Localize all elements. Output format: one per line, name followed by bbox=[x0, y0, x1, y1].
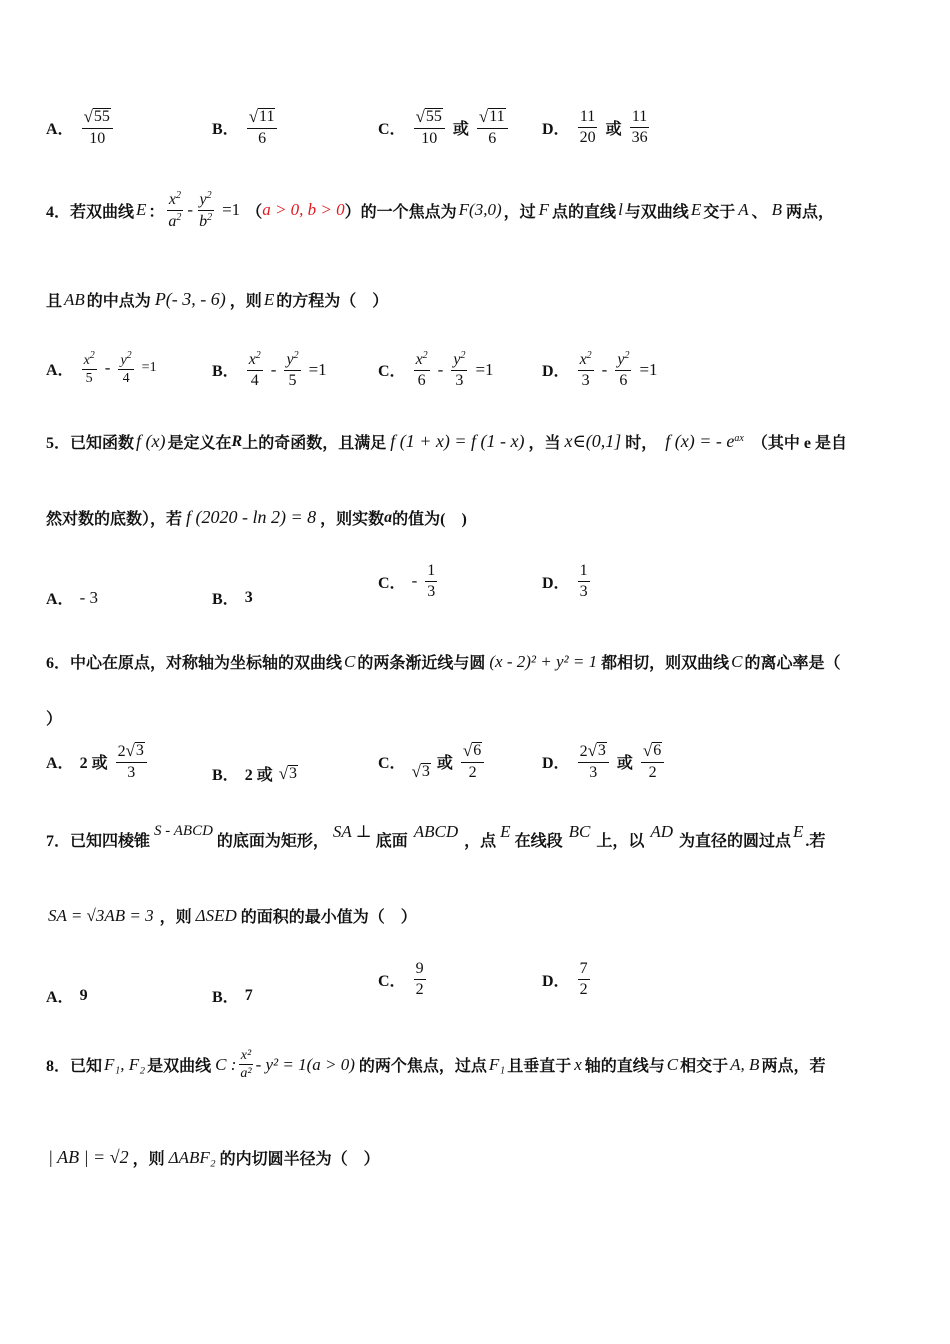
q6-option-d[interactable]: D． 2 √ 3 3 或 √ 6 2 bbox=[542, 742, 666, 781]
q4-option-d[interactable]: D． $\frac{x^2}{3}$ - $\frac{y^2}{6}$ =1 bbox=[542, 350, 658, 389]
q3-option-b[interactable] bbox=[212, 108, 279, 147]
fraction: √ 11 6 bbox=[477, 108, 508, 147]
option-label: B． bbox=[212, 121, 239, 139]
fraction: √ 11 6 bbox=[247, 108, 278, 147]
q7-option-c[interactable]: C． $\frac{9}{2}$ bbox=[378, 960, 424, 998]
q7-option-b[interactable]: B． 7 bbox=[212, 986, 253, 1006]
q7-stem-line1: 7．已知四棱锥 S - ABCD 的底面为矩形， SA ⊥ 底面 ABCD ，点 E 在线段 BC 上，以 AD 为直径的圆过点 E .若 bbox=[46, 821, 826, 850]
q6-stem-line2: ） bbox=[46, 711, 63, 728]
q4-option-c[interactable]: C． $\frac{x^2}{6}$ - $\frac{y^2}{3}$ =1 bbox=[378, 350, 494, 389]
q4-option-a[interactable]: A． $\frac{x^2}{5}$ - $\frac{y^2}{4}$ =1 bbox=[46, 350, 157, 387]
q3-option-d[interactable] bbox=[542, 108, 652, 146]
q8-stem-line1: 8．已知 F₁, F₂ 是双曲线 C : $\frac{\text{x²}}{\text{a²}}$ - y² = 1(a > 0) 的两个焦点，过点 F₁ 且垂直于 x 轴的直线与 C 相交于 A, B 两点，若 bbox=[46, 1048, 826, 1082]
option-label: A． bbox=[46, 121, 74, 139]
q4-stem-line1: 4．若双曲线 E ： $\frac{x^2}{a^2}$ - $\frac{y^2}{b^2}$ =1 （ a > 0, b > 0 ）的一个焦点为 F(3,0) ，过 F 点的直线 l 与双曲线 E 交于 A 、 B 两点， bbox=[46, 190, 835, 230]
q5-stem-line1: 5．已知函数 f (x) 是定义在 R 上的奇函数，且满足 f (1 + x) = f (1 - x) ，当 x∈(0,1] 时， f (x) = - $e^{ax}$ （其中 e 是自 bbox=[46, 431, 847, 452]
fraction: √ 55 10 bbox=[414, 108, 445, 147]
or-word: 或 bbox=[605, 120, 622, 138]
q5-option-b[interactable]: B． 3 bbox=[212, 588, 253, 608]
q3-option-c[interactable] bbox=[378, 108, 510, 147]
fraction: √ 55 10 bbox=[82, 108, 113, 147]
q5-option-d[interactable]: D． $\frac{1}{3}$ bbox=[542, 562, 588, 600]
q7-stem-line2: SA = √3AB = 3 ，则 ΔSED 的面积的最小值为（ ） bbox=[48, 905, 417, 926]
q8-stem-line2: | AB | = √2 ，则 ΔABF₂ 的内切圆半径为（ ） bbox=[48, 1147, 380, 1168]
q6-stem-line1: 6．中心在原点，对称轴为坐标轴的双曲线 C 的两条渐近线与圆 (x - 2)² + y² = 1 都相切，则双曲线 C 的离心率是（ bbox=[46, 651, 841, 672]
q6-option-c[interactable]: C． √ 3 或 √ 6 2 bbox=[378, 742, 486, 781]
q4-stem-line2: 且 AB 的中点为 P(- 3, - 6) ，则 E 的方程为（ ） bbox=[46, 289, 389, 310]
q5-stem-line2: 然对数的底数），若 f (2020 - ln 2) = 8 ，则实数 a 的值为( ) bbox=[46, 507, 467, 528]
q7-option-d[interactable]: D． $\frac{7}{2}$ bbox=[542, 960, 588, 998]
q4-option-b[interactable]: B． $\frac{x^2}{4}$ - $\frac{y^2}{5}$ =1 bbox=[212, 350, 327, 389]
q6-option-b[interactable]: B． 2 或 √ 3 bbox=[212, 763, 298, 784]
or-word: 或 bbox=[452, 121, 469, 139]
option-label: D． bbox=[542, 120, 570, 138]
q5-option-c[interactable]: C． - $\frac{1}{3}$ bbox=[378, 562, 436, 600]
option-label: C． bbox=[378, 121, 406, 139]
q5-option-a[interactable]: A． - 3 bbox=[46, 587, 98, 608]
q7-option-a[interactable]: A． 9 bbox=[46, 986, 88, 1006]
fraction: $\frac{11}{20}$ bbox=[579, 108, 596, 146]
fraction: $\frac{11}{36}$ bbox=[631, 108, 648, 146]
q3-option-a[interactable] bbox=[46, 108, 115, 147]
condition-red: a > 0, b > 0 bbox=[262, 200, 345, 220]
q6-option-a[interactable]: A． 2 或 2 √ 3 3 bbox=[46, 742, 149, 781]
